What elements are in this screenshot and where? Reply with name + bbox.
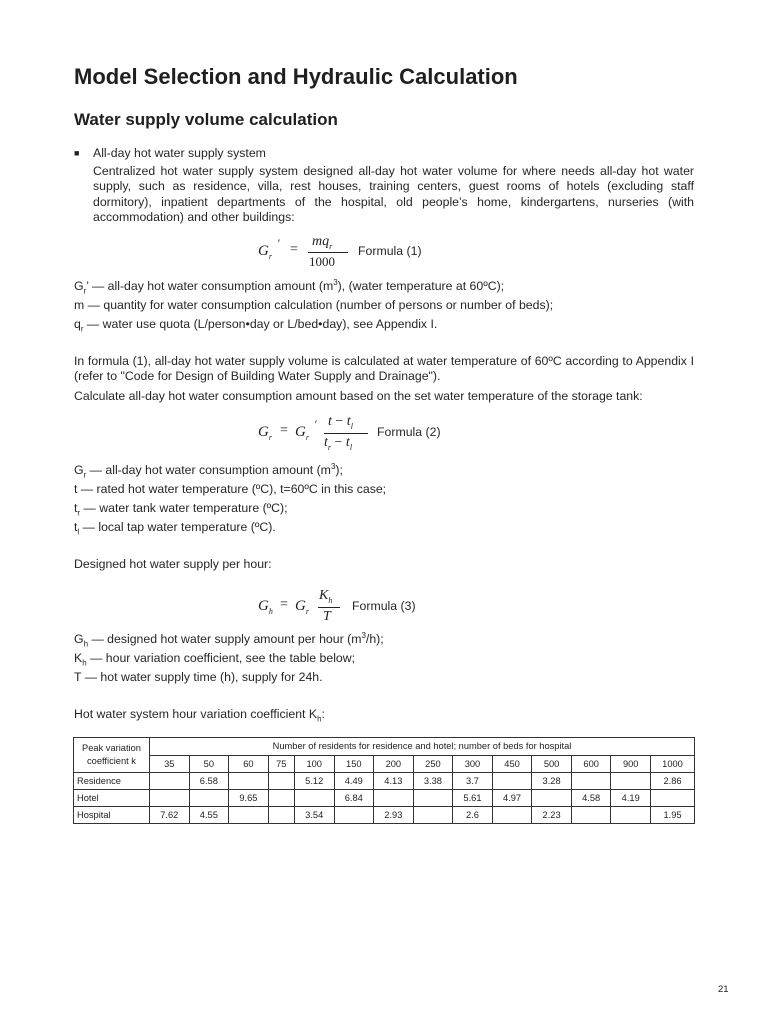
table-cell: [492, 773, 532, 790]
table-column-header: 200: [374, 755, 414, 773]
table-cell: [334, 807, 374, 824]
page-title: Model Selection and Hydraulic Calculation: [74, 64, 518, 89]
table-cell: 2.23: [532, 807, 572, 824]
table-cell: [268, 807, 294, 824]
def-line: $G_r$’ — all-day hot water consumption amount $(m^3)$, (water temperature at 60ºC);: [74, 277, 505, 296]
def-line: $t_l$ — local tap water temperature (ºC).: [74, 520, 276, 537]
table-cell: [229, 773, 269, 790]
table-cell: [150, 790, 190, 807]
table-columns-row: [74, 755, 695, 773]
table-cell: 3.54: [294, 807, 334, 824]
table-cell: [413, 807, 453, 824]
table-cell: 2.86: [651, 773, 695, 790]
table-cell: [532, 790, 572, 807]
def-line: t — rated hot water temperature (ºC), t=60ºC in this case;: [74, 482, 387, 496]
def-line: $G_r$ — all-day hot water consumption amount $(m^3)$;: [74, 461, 343, 480]
page-number: 21: [718, 984, 729, 995]
paragraph-formula-1-note: In formula (1), all-day hot water supply volume is calculated at water temperature of 60ºC according to Appendix I (refer to "Code for Design of Building Water Supply and Drainage").: [74, 354, 694, 384]
table-cell: [651, 790, 695, 807]
hour-variation-table: [73, 737, 695, 824]
table-cell: 5.12: [294, 773, 334, 790]
table-column-header: 1000: [651, 755, 695, 773]
def-line: $q_r$ — water use quota (L/person•day or L/bed•day), see Appendix I.: [74, 317, 438, 334]
table-cell: 4.13: [374, 773, 414, 790]
def-line: $K_h$ — hour variation coefficient, see the table below;: [74, 651, 356, 668]
table-cell: 1.95: [651, 807, 695, 824]
formula-2-label: Formula (2): [377, 425, 441, 439]
table-cell: 3.38: [413, 773, 453, 790]
table-cell: 9.65: [229, 790, 269, 807]
table-cell: 4.58: [571, 790, 611, 807]
row-label: Hotel: [74, 790, 150, 807]
table-span-header: Number of residents for residence and hotel; number of beds for hospital: [150, 738, 695, 756]
table-cell: 5.61: [453, 790, 493, 807]
formula-2: $G_r$ = $G_r$ ′ $t - t_l$ $t_r - t_l$ Formula (2): [258, 414, 441, 452]
row-label: Residence: [74, 773, 150, 790]
section-title: Water supply volume calculation: [74, 110, 338, 129]
table-cell: [229, 807, 269, 824]
table-column-header: 300: [453, 755, 493, 773]
paragraph-storage-tank: Calculate all-day hot water consumption amount based on the set water temperature of the storage tank:: [74, 389, 643, 403]
table-column-header: 250: [413, 755, 453, 773]
table-cell: 4.55: [189, 807, 229, 824]
table-caption: Hot water system hour variation coefficient $K_h$:: [74, 707, 325, 724]
table-column-header: 50: [189, 755, 229, 773]
table-cell: 2.6: [453, 807, 493, 824]
table-cell: 4.19: [611, 790, 651, 807]
paragraph-per-hour: Designed hot water supply per hour:: [74, 557, 272, 571]
table-cell: 3.28: [532, 773, 572, 790]
def-line: $t_r$ — water tank water temperature (ºC);: [74, 501, 288, 518]
table-row-hotel: [74, 790, 695, 807]
table-cell: [571, 773, 611, 790]
table-cell: 6.58: [189, 773, 229, 790]
table-header-row: [74, 738, 695, 756]
table-cell: [413, 790, 453, 807]
table-cell: [268, 790, 294, 807]
table-cell: 4.97: [492, 790, 532, 807]
bullet-label: All-day hot water supply system: [93, 146, 266, 160]
table-column-header: 450: [492, 755, 532, 773]
table-cell: [611, 807, 651, 824]
table-cell: 2.93: [374, 807, 414, 824]
table-cell: [294, 790, 334, 807]
table-cell: [268, 773, 294, 790]
table-cell: 3.7: [453, 773, 493, 790]
table-cell: [189, 790, 229, 807]
def-line: T — hot water supply time (h), supply for 24h.: [74, 670, 323, 684]
table-cell: [150, 773, 190, 790]
table-cell: [492, 807, 532, 824]
def-line: m — quantity for water consumption calculation (number of persons or number of beds);: [74, 298, 554, 312]
table-cell: 4.49: [334, 773, 374, 790]
table-row-residence: [74, 773, 695, 790]
table-corner-cell: Peak variation coefficient k: [74, 738, 150, 773]
table-cell: [571, 807, 611, 824]
table-cell: [374, 790, 414, 807]
formula-1-label: Formula (1): [358, 244, 422, 258]
table-column-header: 35: [150, 755, 190, 773]
row-label: Hospital: [74, 807, 150, 824]
table-column-header: 60: [229, 755, 269, 773]
table-column-header: 600: [571, 755, 611, 773]
formula-3: $G_h$ = $G_r$ $K_h$ T Formula (3): [258, 588, 416, 624]
table-column-header: 75: [268, 755, 294, 773]
table-column-header: 150: [334, 755, 374, 773]
formula-3-label: Formula (3): [352, 599, 416, 613]
table-row-hospital: [74, 807, 695, 824]
formula-1: $G_r$ ′ = $mq_r$ 1000 Formula (1): [258, 234, 422, 269]
bullet-square-icon: ■: [74, 148, 80, 158]
def-line: $G_h$ — designed hot water supply amount per hour $(m^3/h)$;: [74, 630, 384, 649]
bullet-paragraph: Centralized hot water supply system designed all-day hot water volume for where needs all-day hot water supply, such as residence, villa, rest houses, training centers, guest rooms of hotels (excluding staff dormitory), inpatient departments of the hospital, old people’s home, kindergartens, nurseries (with accommodation) and other buildings:: [93, 164, 694, 224]
table-column-header: 900: [611, 755, 651, 773]
table-column-header: 500: [532, 755, 572, 773]
table-column-header: 100: [294, 755, 334, 773]
table-cell: 6.84: [334, 790, 374, 807]
table-cell: 7.62: [150, 807, 190, 824]
table-cell: [611, 773, 651, 790]
